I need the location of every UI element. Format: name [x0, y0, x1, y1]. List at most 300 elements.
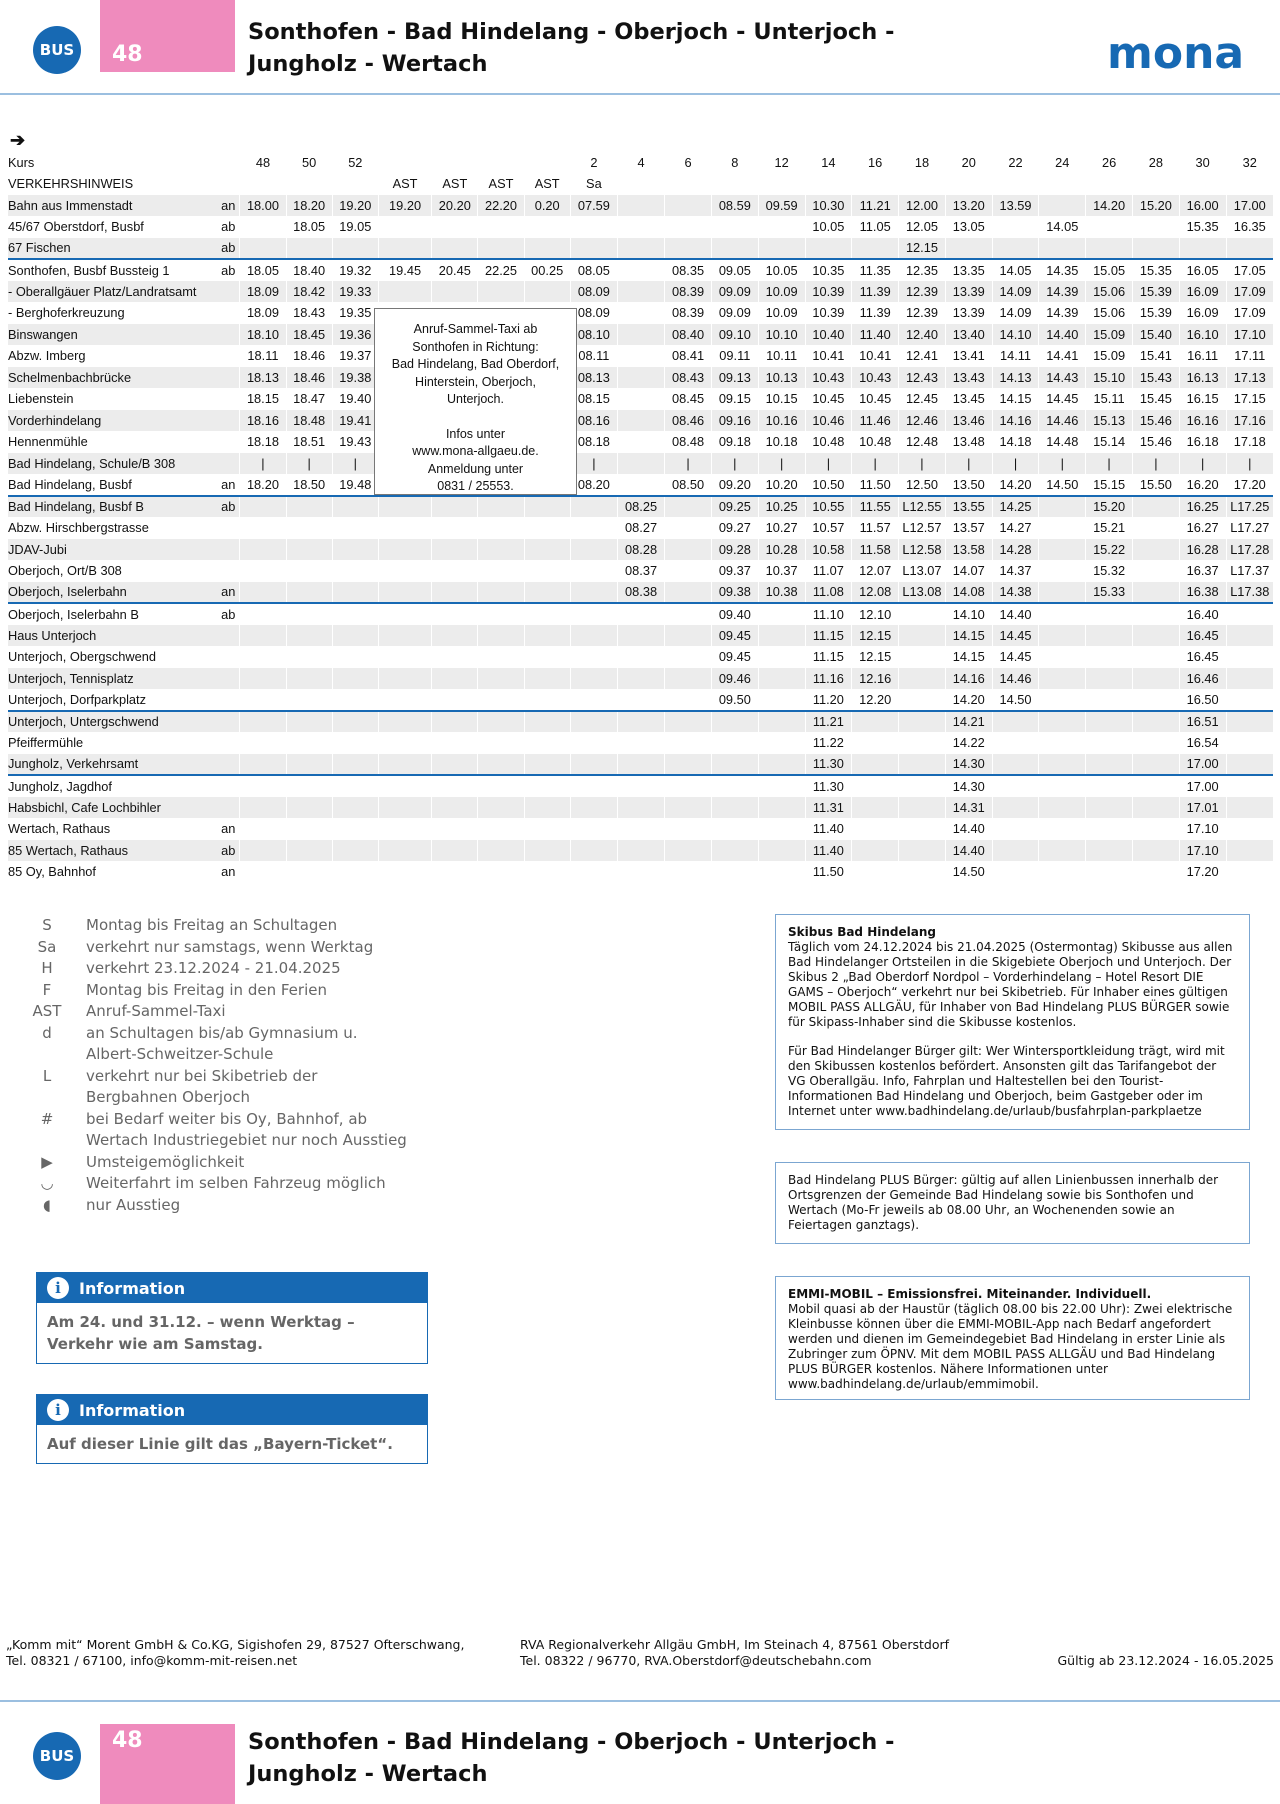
- time-cell: 10.38: [758, 582, 805, 604]
- time-cell: 14.05: [992, 259, 1039, 281]
- time-cell: 12.16: [852, 668, 899, 690]
- time-cell: 17.18: [1226, 431, 1273, 453]
- time-cell: [570, 625, 617, 647]
- time-cell: [478, 646, 524, 668]
- time-cell: 16.18: [1179, 431, 1226, 453]
- time-cell: [478, 281, 524, 303]
- time-cell: [378, 840, 431, 862]
- time-cell: [852, 818, 899, 840]
- time-cell: 17.05: [1226, 259, 1273, 281]
- time-cell: |: [899, 453, 946, 475]
- arr-dep-marker: [203, 345, 240, 367]
- time-cell: [617, 195, 664, 217]
- time-cell: 09.11: [711, 345, 758, 367]
- time-cell: 18.47: [286, 388, 332, 410]
- line-number: 48: [100, 0, 235, 72]
- time-cell: 11.21: [805, 711, 852, 733]
- time-cell: 12.10: [852, 603, 899, 625]
- time-cell: 14.08: [945, 582, 992, 604]
- legend-text: Anruf-Sammel-Taxi: [86, 1002, 226, 1020]
- bus-badge: BUS: [33, 26, 81, 74]
- time-cell: 16.09: [1179, 281, 1226, 303]
- time-cell: 16.00: [1179, 195, 1226, 217]
- time-cell: 14.45: [992, 646, 1039, 668]
- time-cell: [332, 603, 378, 625]
- time-cell: [1226, 668, 1273, 690]
- stop-name: Unterjoch, Tennisplatz: [8, 668, 203, 690]
- time-cell: 12.07: [852, 560, 899, 582]
- legend-text: verkehrt nur bei Skibetrieb der: [86, 1066, 318, 1085]
- table-row: [8, 840, 1273, 862]
- time-cell: [432, 711, 478, 733]
- time-cell: [1132, 775, 1179, 797]
- time-cell: 15.05: [1086, 259, 1133, 281]
- time-cell: [665, 840, 712, 862]
- time-cell: L17.27: [1226, 517, 1273, 539]
- time-cell: [665, 238, 712, 260]
- time-cell: 18.05: [240, 259, 286, 281]
- legend: [28, 915, 407, 1216]
- stop-name: Liebenstein: [8, 388, 203, 410]
- page-header-repeat: [0, 1708, 1280, 1804]
- stop-name: Bad Hindelang, Schule/B 308: [8, 453, 203, 475]
- time-cell: [758, 840, 805, 862]
- time-cell: 15.50: [1132, 474, 1179, 496]
- time-cell: 14.10: [992, 324, 1039, 346]
- time-cell: [711, 840, 758, 862]
- time-cell: [758, 668, 805, 690]
- time-cell: [524, 840, 570, 862]
- time-cell: 19.37: [332, 345, 378, 367]
- time-cell: 11.20: [805, 689, 852, 711]
- time-cell: [1086, 711, 1133, 733]
- time-cell: [711, 754, 758, 776]
- time-cell: 14.43: [1039, 367, 1086, 389]
- time-cell: [332, 818, 378, 840]
- time-cell: 12.05: [899, 216, 946, 238]
- time-cell: [758, 711, 805, 733]
- time-cell: 11.40: [852, 324, 899, 346]
- time-cell: [1132, 496, 1179, 518]
- time-cell: [332, 517, 378, 539]
- table-row: [8, 388, 1273, 410]
- time-cell: 11.16: [805, 668, 852, 690]
- time-cell: [432, 603, 478, 625]
- time-cell: [852, 840, 899, 862]
- time-cell: 16.35: [1226, 216, 1273, 238]
- time-cell: [524, 797, 570, 819]
- time-cell: 12.41: [899, 345, 946, 367]
- time-cell: 15.46: [1132, 431, 1179, 453]
- time-cell: 14.30: [945, 754, 992, 776]
- time-cell: 10.50: [805, 474, 852, 496]
- time-cell: [617, 453, 664, 475]
- timetable-header: [8, 130, 1273, 152]
- time-cell: 17.00: [1226, 195, 1273, 217]
- time-cell: 16.46: [1179, 668, 1226, 690]
- time-cell: [852, 754, 899, 776]
- time-cell: 14.16: [992, 410, 1039, 432]
- time-cell: L13.07: [899, 560, 946, 582]
- time-cell: [378, 281, 431, 303]
- time-cell: [1226, 646, 1273, 668]
- time-cell: 19.32: [332, 259, 378, 281]
- time-cell: [665, 775, 712, 797]
- arr-dep-marker: [203, 711, 240, 733]
- arr-dep-marker: [203, 324, 240, 346]
- time-cell: 18.00: [240, 195, 286, 217]
- time-cell: 16.54: [1179, 732, 1226, 754]
- time-cell: 14.41: [1039, 345, 1086, 367]
- time-cell: [1132, 668, 1179, 690]
- time-cell: [286, 539, 332, 561]
- time-cell: [524, 711, 570, 733]
- time-cell: 18.51: [286, 431, 332, 453]
- table-row: [8, 861, 1273, 883]
- legend-key: AST: [32, 1002, 62, 1020]
- time-cell: 15.35: [1132, 259, 1179, 281]
- time-cell: 16.10: [1179, 324, 1226, 346]
- time-cell: 16.25: [1179, 496, 1226, 518]
- time-cell: 09.59: [758, 195, 805, 217]
- time-cell: [286, 603, 332, 625]
- time-cell: [1039, 539, 1086, 561]
- time-cell: [899, 754, 946, 776]
- arr-dep-marker: [203, 732, 240, 754]
- time-cell: 12.40: [899, 324, 946, 346]
- time-cell: 15.46: [1132, 410, 1179, 432]
- time-cell: 17.09: [1226, 281, 1273, 303]
- time-cell: 16.20: [1179, 474, 1226, 496]
- time-cell: 14.07: [945, 560, 992, 582]
- time-cell: [378, 668, 431, 690]
- time-cell: 13.43: [945, 367, 992, 389]
- time-cell: [617, 754, 664, 776]
- time-cell: 12.15: [852, 625, 899, 647]
- time-cell: [524, 625, 570, 647]
- time-cell: [992, 840, 1039, 862]
- time-cell: 15.09: [1086, 345, 1133, 367]
- footer-komm-mit: „Komm mit“ Morent GmbH & Co.KG, Sigishofen 29, 87527 Ofterschwang, Tel. 08321 / 67100, info@komm-mit-reisen.net: [6, 1637, 465, 1668]
- time-cell: 12.35: [899, 259, 946, 281]
- time-cell: 08.20: [570, 474, 617, 496]
- time-cell: [524, 775, 570, 797]
- time-cell: 18.20: [240, 474, 286, 496]
- time-cell: [332, 775, 378, 797]
- stop-name: Binswangen: [8, 324, 203, 346]
- time-cell: [899, 818, 946, 840]
- time-cell: [570, 517, 617, 539]
- time-cell: 12.39: [899, 281, 946, 303]
- time-cell: [478, 582, 524, 604]
- time-cell: [617, 345, 664, 367]
- time-cell: 17.13: [1226, 367, 1273, 389]
- time-cell: [617, 711, 664, 733]
- table-row: [8, 410, 1273, 432]
- time-cell: 16.15: [1179, 388, 1226, 410]
- time-cell: |: [992, 453, 1039, 475]
- time-cell: 16.28: [1179, 539, 1226, 561]
- time-cell: 18.18: [240, 431, 286, 453]
- time-cell: 08.25: [617, 496, 664, 518]
- arr-dep-marker: ab: [203, 496, 240, 518]
- time-cell: 17.10: [1179, 818, 1226, 840]
- time-cell: L13.08: [899, 582, 946, 604]
- time-cell: 15.06: [1086, 281, 1133, 303]
- time-cell: [240, 840, 286, 862]
- time-cell: 18.48: [286, 410, 332, 432]
- time-cell: 16.27: [1179, 517, 1226, 539]
- time-cell: 11.46: [852, 410, 899, 432]
- stop-name: Bad Hindelang, Busbf B: [8, 496, 203, 518]
- time-cell: 14.20: [1086, 195, 1133, 217]
- time-cell: [1086, 689, 1133, 711]
- time-cell: [432, 646, 478, 668]
- time-cell: [617, 818, 664, 840]
- time-cell: [378, 625, 431, 647]
- time-cell: 08.38: [617, 582, 664, 604]
- time-cell: [432, 625, 478, 647]
- time-cell: 08.39: [665, 281, 712, 303]
- time-cell: 08.35: [665, 259, 712, 281]
- time-cell: [478, 818, 524, 840]
- time-cell: 13.41: [945, 345, 992, 367]
- time-cell: [992, 797, 1039, 819]
- time-cell: |: [240, 453, 286, 475]
- stop-name: Oberjoch, Iselerbahn: [8, 582, 203, 604]
- time-cell: 08.05: [570, 259, 617, 281]
- time-cell: [378, 560, 431, 582]
- arr-dep-marker: [203, 410, 240, 432]
- time-cell: [378, 238, 431, 260]
- time-cell: [617, 302, 664, 324]
- stop-name: Bad Hindelang, Busbf: [8, 474, 203, 496]
- time-cell: 13.39: [945, 281, 992, 303]
- time-cell: [617, 410, 664, 432]
- time-cell: 14.09: [992, 302, 1039, 324]
- time-cell: [1086, 840, 1133, 862]
- stop-name: 85 Wertach, Rathaus: [8, 840, 203, 862]
- time-cell: |: [1086, 453, 1133, 475]
- table-row: [8, 216, 1273, 238]
- time-cell: [899, 861, 946, 883]
- time-cell: 14.50: [945, 861, 992, 883]
- time-cell: [240, 646, 286, 668]
- time-cell: [1086, 861, 1133, 883]
- legend-item: [28, 1152, 407, 1174]
- time-cell: 19.48: [332, 474, 378, 496]
- time-cell: [992, 238, 1039, 260]
- time-cell: [378, 603, 431, 625]
- time-cell: 11.10: [805, 603, 852, 625]
- time-cell: [852, 861, 899, 883]
- time-cell: 12.46: [899, 410, 946, 432]
- time-cell: 11.50: [805, 861, 852, 883]
- time-cell: 08.10: [570, 324, 617, 346]
- time-cell: 18.05: [286, 216, 332, 238]
- time-cell: 19.36: [332, 324, 378, 346]
- time-cell: [1132, 689, 1179, 711]
- arr-dep-marker: [203, 775, 240, 797]
- time-cell: [1039, 195, 1086, 217]
- time-cell: 16.50: [1179, 689, 1226, 711]
- time-cell: [711, 818, 758, 840]
- time-cell: 15.13: [1086, 410, 1133, 432]
- time-cell: [240, 539, 286, 561]
- time-cell: [758, 689, 805, 711]
- legend-key: ◖: [43, 1195, 51, 1214]
- time-cell: [617, 259, 664, 281]
- table-row: [8, 496, 1273, 518]
- time-cell: [570, 603, 617, 625]
- time-cell: [1132, 560, 1179, 582]
- info-box-saturday: i Information Am 24. und 31.12. – wenn Werktag – Verkehr wie am Samstag.: [36, 1272, 428, 1364]
- time-cell: [617, 625, 664, 647]
- time-cell: 12.43: [899, 367, 946, 389]
- legend-key: Sa: [37, 937, 57, 956]
- time-cell: [1226, 711, 1273, 733]
- time-cell: 16.37: [1179, 560, 1226, 582]
- arrow-icon: ➔: [8, 130, 203, 152]
- time-cell: 10.39: [805, 281, 852, 303]
- time-cell: [1039, 797, 1086, 819]
- time-cell: 15.32: [1086, 560, 1133, 582]
- time-cell: 10.48: [805, 431, 852, 453]
- time-cell: [432, 216, 478, 238]
- time-cell: 11.58: [852, 539, 899, 561]
- legend-key: [28, 1130, 66, 1152]
- time-cell: [1086, 754, 1133, 776]
- time-cell: [286, 560, 332, 582]
- legend-text: verkehrt nur samstags, wenn Werktag: [86, 937, 374, 956]
- time-cell: [665, 689, 712, 711]
- table-row: [8, 367, 1273, 389]
- time-cell: [286, 496, 332, 518]
- time-cell: 14.46: [992, 668, 1039, 690]
- time-cell: [617, 797, 664, 819]
- time-cell: 07.59: [570, 195, 617, 217]
- stop-name: Wertach, Rathaus: [8, 818, 203, 840]
- time-cell: [332, 582, 378, 604]
- time-cell: [665, 711, 712, 733]
- legend-text: Montag bis Freitag in den Ferien: [86, 980, 327, 999]
- time-cell: 19.20: [332, 195, 378, 217]
- time-cell: [524, 582, 570, 604]
- arr-dep-marker: [203, 668, 240, 690]
- time-cell: 15.39: [1132, 302, 1179, 324]
- time-cell: [665, 732, 712, 754]
- time-cell: [617, 775, 664, 797]
- arr-dep-marker: [203, 539, 240, 561]
- time-cell: [899, 646, 946, 668]
- time-cell: [332, 560, 378, 582]
- time-cell: [524, 517, 570, 539]
- time-cell: [852, 797, 899, 819]
- time-cell: [286, 754, 332, 776]
- stop-name: Oberjoch, Iselerbahn B: [8, 603, 203, 625]
- time-cell: [758, 216, 805, 238]
- time-cell: 12.45: [899, 388, 946, 410]
- time-cell: 17.10: [1226, 324, 1273, 346]
- time-cell: [524, 281, 570, 303]
- table-row: [8, 818, 1273, 840]
- time-cell: 08.13: [570, 367, 617, 389]
- time-cell: [1086, 625, 1133, 647]
- time-cell: 11.57: [852, 517, 899, 539]
- time-cell: [899, 797, 946, 819]
- time-cell: 09.46: [711, 668, 758, 690]
- time-cell: [852, 711, 899, 733]
- legend-key: L: [42, 1066, 52, 1085]
- time-cell: 10.43: [852, 367, 899, 389]
- time-cell: [1226, 238, 1273, 260]
- legend-text: Montag bis Freitag an Schultagen: [86, 916, 338, 934]
- time-cell: L12.55: [899, 496, 946, 518]
- time-cell: 11.40: [805, 818, 852, 840]
- arr-dep-marker: an: [203, 861, 240, 883]
- time-cell: [478, 603, 524, 625]
- time-cell: 10.11: [758, 345, 805, 367]
- arr-dep-marker: ab: [203, 603, 240, 625]
- time-cell: 09.50: [711, 689, 758, 711]
- time-cell: [665, 668, 712, 690]
- time-cell: 10.46: [805, 410, 852, 432]
- stop-name: JDAV-Jubi: [8, 539, 203, 561]
- time-cell: [570, 797, 617, 819]
- time-cell: [432, 668, 478, 690]
- time-cell: [665, 539, 712, 561]
- time-cell: [1226, 689, 1273, 711]
- time-cell: [524, 238, 570, 260]
- time-cell: 10.09: [758, 281, 805, 303]
- legend-item: [28, 937, 407, 959]
- time-cell: [711, 797, 758, 819]
- time-cell: [524, 754, 570, 776]
- time-cell: 14.13: [992, 367, 1039, 389]
- time-cell: [570, 238, 617, 260]
- time-cell: [1039, 646, 1086, 668]
- ast-note: Anruf-Sammel-Taxi ab Sonthofen in Richtung: Bad Hindelang, Bad Oberdorf, Hinterstein, Oberjoch, Unterjoch. Infos unter www.mona-allgaeu.de. Anmeldung unter 0831 / 25553.: [374, 308, 577, 495]
- time-cell: 11.30: [805, 754, 852, 776]
- time-cell: [1039, 517, 1086, 539]
- time-cell: L12.57: [899, 517, 946, 539]
- time-cell: |: [1132, 453, 1179, 475]
- stop-name: 85 Oy, Bahnhof: [8, 861, 203, 883]
- time-cell: [1226, 754, 1273, 776]
- time-cell: [432, 732, 478, 754]
- time-cell: |: [758, 453, 805, 475]
- stop-name: 45/67 Oberstdorf, Busbf: [8, 216, 203, 238]
- time-cell: [240, 732, 286, 754]
- time-cell: [665, 496, 712, 518]
- time-cell: [240, 818, 286, 840]
- time-cell: [758, 861, 805, 883]
- time-cell: [286, 840, 332, 862]
- time-cell: 14.16: [945, 668, 992, 690]
- time-cell: [432, 539, 478, 561]
- time-cell: [432, 754, 478, 776]
- time-cell: [378, 539, 431, 561]
- time-cell: |: [852, 453, 899, 475]
- arr-dep-marker: ab: [203, 840, 240, 862]
- time-cell: [617, 732, 664, 754]
- time-cell: |: [805, 453, 852, 475]
- time-cell: 10.43: [805, 367, 852, 389]
- time-cell: [852, 775, 899, 797]
- time-cell: 14.37: [992, 560, 1039, 582]
- time-cell: 08.46: [665, 410, 712, 432]
- time-cell: 10.45: [852, 388, 899, 410]
